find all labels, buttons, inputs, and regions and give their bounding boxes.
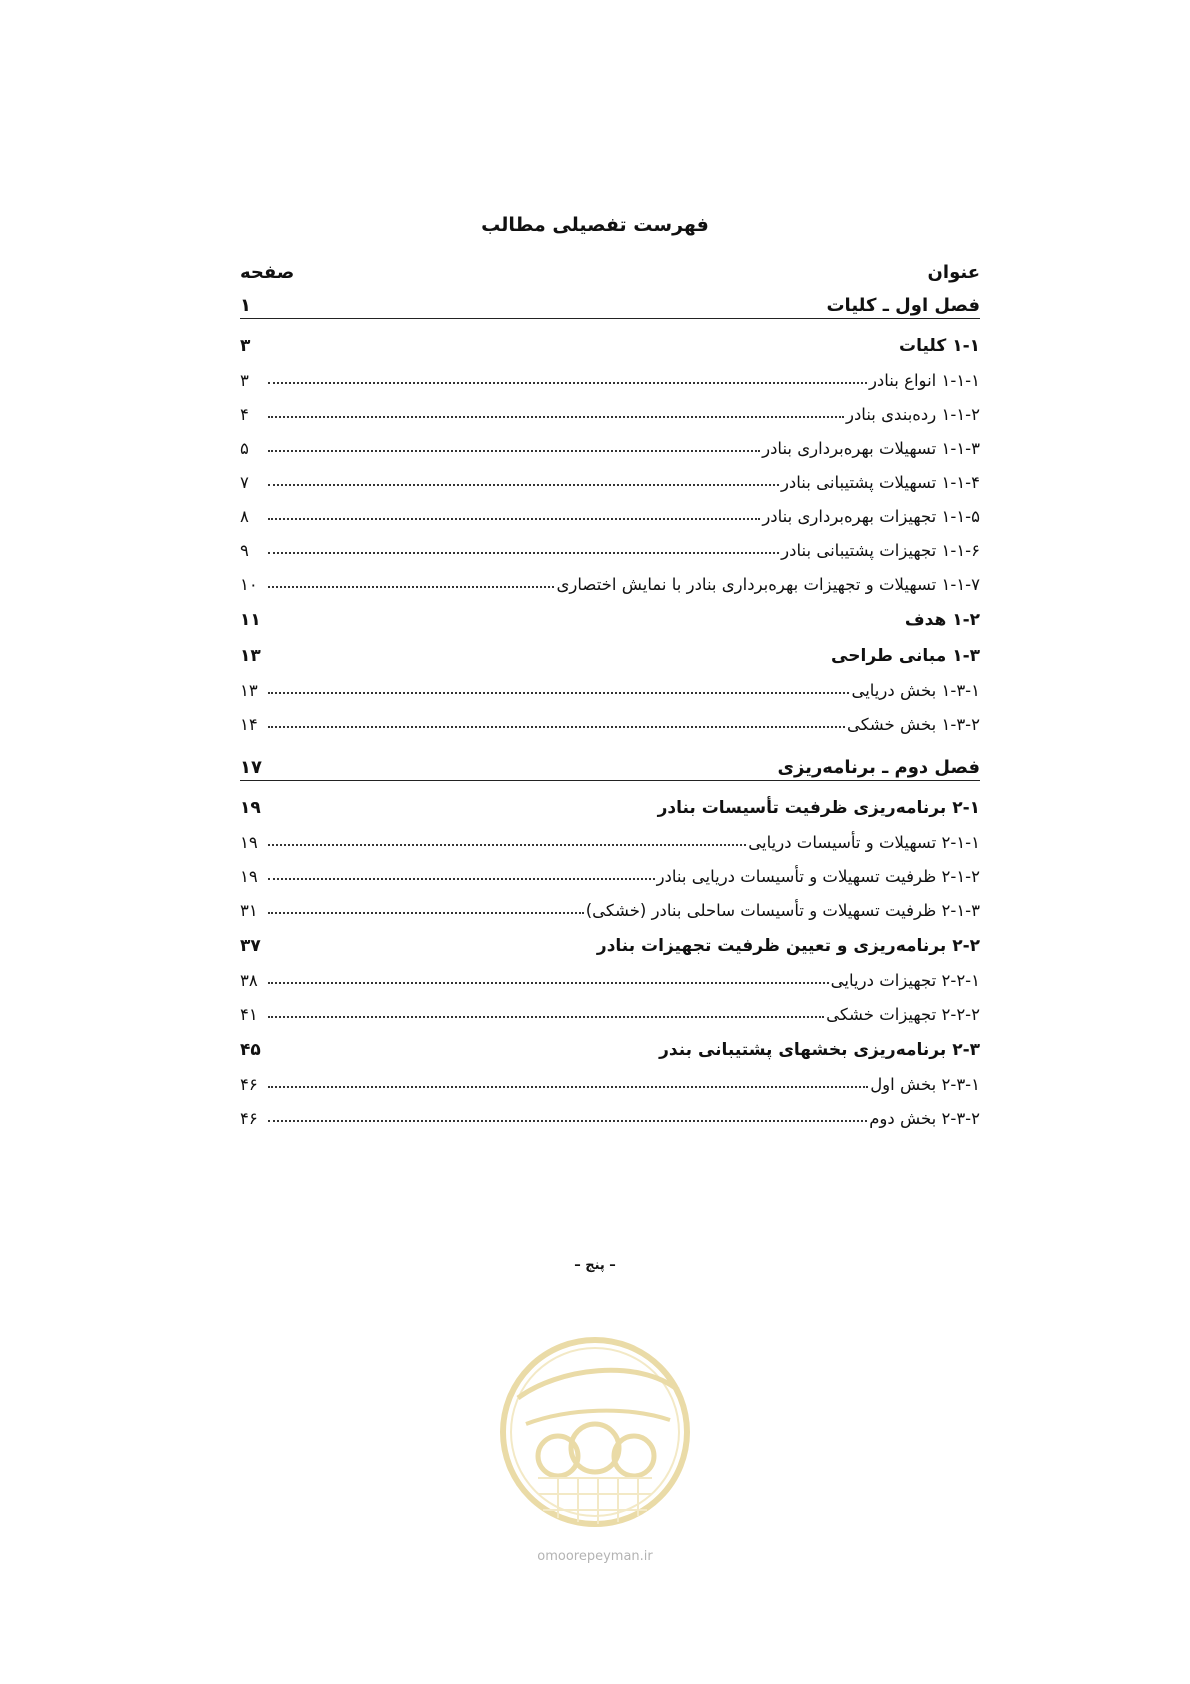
toc-entry[interactable] (240, 462, 980, 492)
toc-entry-title: ۲-۳-۱ بخش اول (870, 1075, 980, 1094)
toc-section-title: ۲-۱ برنامه‌ریزی ظرفیت تأسیسات بنادر (657, 798, 980, 818)
toc-page-number: ۱۳ (240, 681, 258, 700)
toc-chapter-1[interactable] (240, 286, 980, 316)
toc-page-number: ۴۶ (240, 1075, 258, 1094)
toc-entry-title: ۱-۱-۲ رده‌بندی بنادر (845, 405, 980, 424)
toc-entry-title: ۲-۱-۳ ظرفیت تسهیلات و تأسیسات ساحلی بنادر (خشکی) (585, 901, 980, 920)
page-title: فهرست تفصیلی مطالب (481, 214, 709, 236)
toc-section[interactable] (240, 1030, 980, 1060)
dot-leader (268, 725, 845, 728)
toc-section-title: ۱-۳ مبانی طراحی (831, 646, 980, 666)
toc-entry[interactable] (240, 530, 980, 560)
toc-entry[interactable] (240, 496, 980, 526)
toc-entry-title: ۱-۱-۳ تسهیلات بهره‌برداری بنادر (762, 439, 980, 458)
toc-entry[interactable] (240, 428, 980, 458)
toc-section-title: ۱-۲ هدف (904, 610, 980, 630)
dot-leader (268, 691, 849, 694)
toc-page-number: ۳۱ (240, 901, 258, 920)
toc-entry[interactable] (240, 994, 980, 1024)
toc-page-number: ۱۰ (240, 575, 258, 594)
page-number-footer: – پنج – (574, 1258, 616, 1273)
toc-entry[interactable] (240, 394, 980, 424)
toc-section-title: ۱-۱ کلیات (899, 336, 980, 356)
toc-entry-title: ۱-۱-۴ تسهیلات پشتیبانی بنادر (780, 473, 980, 492)
dot-leader (268, 517, 760, 520)
dot-leader (268, 911, 584, 914)
toc-entry-title: ۲-۱-۲ ظرفیت تسهیلات و تأسیسات دریایی بنادر (656, 867, 980, 886)
toc-chapter-2[interactable] (240, 748, 980, 778)
toc-entry-title: ۲-۲-۲ تجهیزات خشکی (826, 1005, 980, 1024)
toc-page-number: ۷ (240, 473, 249, 492)
toc-entry-title: ۱-۳-۲ بخش خشکی (846, 715, 980, 734)
dot-leader (268, 981, 829, 984)
toc-page-number: ۳ (240, 371, 249, 390)
toc-section[interactable] (240, 788, 980, 818)
dot-leader (268, 551, 779, 554)
toc-entry[interactable] (240, 360, 980, 390)
toc-page-number: ۴۵ (240, 1040, 261, 1060)
toc-section[interactable] (240, 600, 980, 630)
toc-page-number: ۴۶ (240, 1109, 258, 1128)
toc-chapter-title: فصل دوم ـ برنامه‌ریزی (777, 757, 980, 778)
dot-leader (268, 1085, 868, 1088)
dot-leader (268, 1015, 824, 1018)
chapter-divider (240, 780, 980, 781)
toc-entry-title: ۲-۱-۱ تسهیلات و تأسیسات دریایی (748, 833, 980, 852)
toc-chapter-title: فصل اول ـ کلیات (826, 295, 980, 316)
dot-leader (268, 877, 655, 880)
toc-entry[interactable] (240, 704, 980, 734)
toc-page-number: ۱۹ (240, 798, 261, 818)
toc-page-number: ۸ (240, 507, 249, 526)
toc-page-number: ۱۱ (240, 610, 261, 630)
toc-entry-title: ۱-۱-۶ تجهیزات پشتیبانی بنادر (781, 541, 980, 560)
dot-leader (268, 381, 867, 384)
toc-page-number: ۱۹ (240, 867, 258, 886)
dot-leader (268, 449, 760, 452)
toc-entry-title: ۲-۳-۲ بخش دوم (869, 1109, 980, 1128)
toc-page-number: ۱۳ (240, 646, 261, 666)
watermark-logo (488, 1328, 702, 1568)
toc-page-number: ۱۷ (240, 757, 262, 778)
toc-section[interactable] (240, 636, 980, 666)
logo-calligraphy-stroke (518, 1370, 678, 1398)
dot-leader (268, 585, 554, 588)
dot-leader (268, 415, 844, 418)
toc-entry[interactable] (240, 822, 980, 852)
toc-page-number: ۴ (240, 405, 249, 424)
toc-entry-title: ۱-۱-۵ تجهیزات بهره‌برداری بنادر (762, 507, 980, 526)
toc-entry-title: ۲-۲-۱ تجهیزات دریایی (830, 971, 980, 990)
toc-entry[interactable] (240, 1098, 980, 1128)
toc-entry[interactable] (240, 960, 980, 990)
toc-page-number: ۹ (240, 541, 249, 560)
toc-entry-title: ۱-۳-۱ بخش دریایی (851, 681, 980, 700)
toc-page-number: ۵ (240, 439, 249, 458)
title-column-header: عنوان (927, 262, 980, 283)
dot-leader (268, 483, 779, 486)
toc-section-title: ۲-۲ برنامه‌ریزی و تعیین ظرفیت تجهیزات بنادر (596, 936, 980, 956)
toc-page-number: ۳۷ (240, 936, 261, 956)
page-column-header: صفحه (240, 262, 295, 283)
watermark-url: omoorepeyman.ir (537, 1549, 653, 1564)
toc-entry[interactable] (240, 856, 980, 886)
chapter-divider (240, 318, 980, 319)
toc-entry-title: ۱-۱-۷ تسهیلات و تجهیزات بهره‌برداری بنادر با نمایش اختصاری (556, 575, 980, 594)
toc-page-number: ۳۸ (240, 971, 258, 990)
toc-entry-title: ۱-۱-۱ انواع بنادر (868, 371, 980, 390)
toc-section-title: ۲-۳ برنامه‌ریزی بخشهای پشتیبانی بندر (659, 1040, 980, 1060)
toc-page-number: ۴۱ (240, 1005, 258, 1024)
toc-page-number: ۱۴ (240, 715, 258, 734)
toc-entry[interactable] (240, 564, 980, 594)
toc-entry[interactable] (240, 1064, 980, 1094)
logo-ring (503, 1340, 687, 1524)
dot-leader (268, 1119, 867, 1122)
toc-section[interactable] (240, 926, 980, 956)
toc-entry[interactable] (240, 670, 980, 700)
toc-page-number: ۱۹ (240, 833, 258, 852)
toc-section[interactable] (240, 326, 980, 356)
toc-entry[interactable] (240, 890, 980, 920)
dot-leader (268, 843, 746, 846)
toc-page-number: ۱ (240, 295, 251, 316)
toc-page-number: ۳ (240, 336, 251, 356)
